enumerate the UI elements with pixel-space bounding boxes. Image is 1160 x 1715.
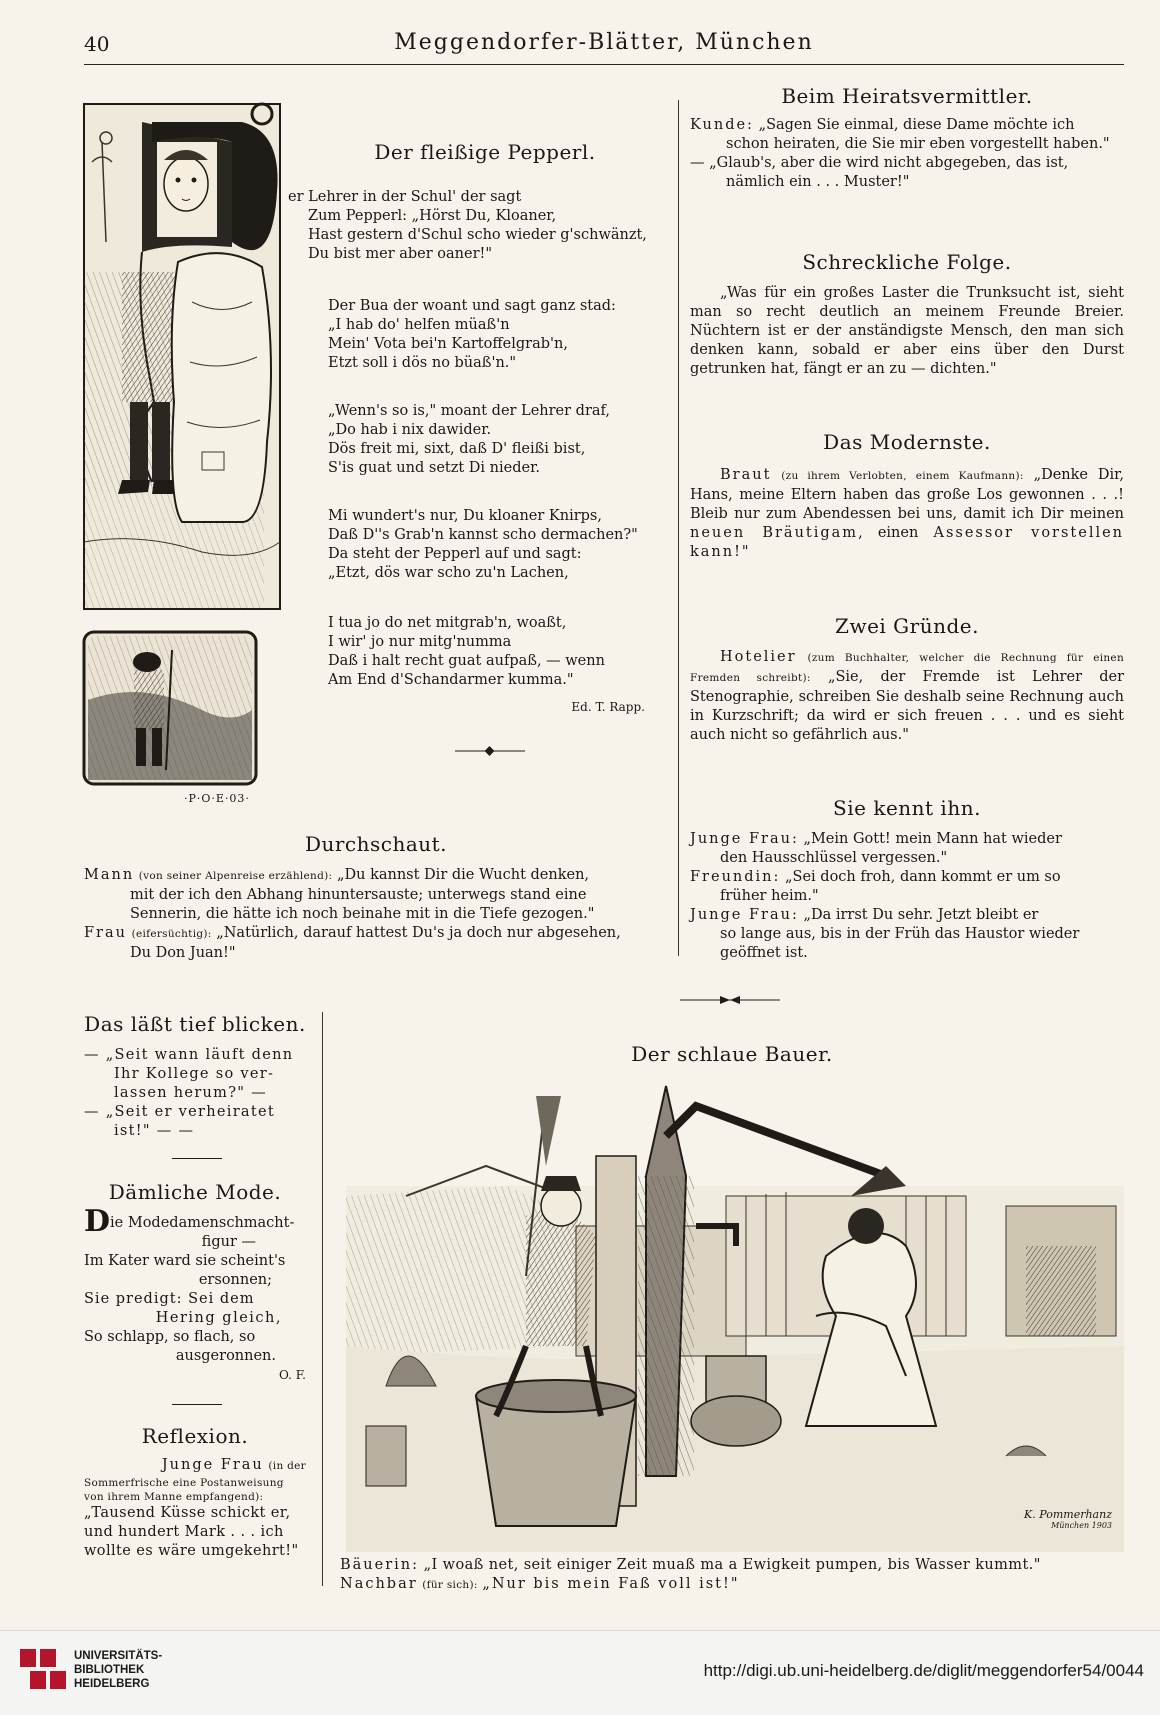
- stage-note: von ihrem Manne empfangend):: [84, 1491, 264, 1503]
- library-footer: [0, 1630, 1160, 1715]
- mode-title: Dämliche Mode.: [108, 1180, 282, 1204]
- heirat-title: Beim Heiratsvermittler.: [781, 84, 1033, 108]
- dialogue: geöffnet ist.: [720, 945, 808, 961]
- short-rule: [172, 1404, 222, 1405]
- modern-title: Das Modernste.: [823, 430, 991, 454]
- reflexion-title: Reflexion.: [141, 1424, 249, 1448]
- dialogue: mit der ich den Abhang hinuntersauste; unterwegs stand eine: [130, 887, 587, 903]
- peppel-line: Dös freit mi, sixt, daß D' fleißi bist,: [328, 441, 586, 457]
- blicken-title: Das läßt tief blicken.: [84, 1012, 306, 1036]
- stage-note: Sommerfrische eine Postanweisung: [84, 1477, 284, 1489]
- speaker: Bäuerin:: [340, 1557, 420, 1573]
- heirat-text: [690, 116, 1124, 192]
- speaker: Mann: [84, 867, 135, 883]
- poem-line: Im Kater ward sie scheint's: [84, 1253, 286, 1269]
- artist-signature: [1024, 1508, 1112, 1530]
- peppel-line: Daß i halt recht guat aufpaß, — wenn: [328, 653, 605, 669]
- poem-line: So schlapp, so flach, so: [84, 1329, 256, 1345]
- running-title: Meggendorfer-Blätter, München: [394, 30, 814, 55]
- peppel-line: „Wenn's so is," moant der Lehrer draf,: [328, 403, 610, 419]
- folge-title: Schreckliche Folge.: [802, 250, 1012, 274]
- peppel-stanza-5: [328, 614, 658, 690]
- dialogue: schon heiraten, die Sie mir eben vorgestellt haben.": [726, 136, 1110, 152]
- logo-line: HEIDELBERG: [74, 1678, 150, 1690]
- peppel-stanza-2: [328, 297, 658, 373]
- dialogue: wollte es wäre umgekehrt!": [84, 1543, 299, 1559]
- library-logo-icon: [16, 1647, 76, 1701]
- dialogue: „Tausend Küsse schickt er,: [84, 1505, 291, 1521]
- dialogue: „Denke Dir, Hans, meine Eltern haben das große Los gewonnen . . .! Bleib nur zum Abendessen bei uns, damit ich Dir meinen: [690, 467, 1125, 522]
- ornament-divider: [430, 746, 550, 760]
- header-rule: [84, 64, 1124, 65]
- dialogue: „Sei doch froh, dann kommt er um so: [785, 869, 1061, 885]
- library-logo[interactable]: [16, 1647, 186, 1701]
- gendarme-illustration: [82, 630, 258, 792]
- blicken-text: [84, 1046, 306, 1141]
- peppel-line: Du bist mer aber oaner!": [308, 246, 493, 262]
- dialogue: Ihr Kollege so ver-: [114, 1066, 275, 1082]
- peppel-line: Daß D''s Grab'n kannst scho dermachen?": [328, 527, 638, 543]
- permalink-url[interactable]: http://digi.ub.uni-heidelberg.de/diglit/meggendorfer54/0044: [703, 1661, 1144, 1680]
- speaker: Hotelier: [720, 649, 797, 665]
- peppel-line: „Etzt, dös war scho zu'n Lachen,: [328, 565, 569, 581]
- speaker: Junge Frau: [161, 1457, 264, 1473]
- dialogue: ist!" — —: [114, 1123, 195, 1139]
- dialogue: „Sagen Sie einmal, diese Dame möchte ich: [758, 117, 1075, 133]
- speaker: Nachbar: [340, 1576, 418, 1592]
- speaker: Kunde:: [690, 117, 754, 133]
- poem-line: Sie predigt: Sei dem: [84, 1291, 255, 1307]
- ornament-divider: [660, 995, 800, 1009]
- dialogue: und hundert Mark . . . ich: [84, 1524, 284, 1540]
- poem-line: Hering gleich,: [155, 1310, 282, 1326]
- dialogue: früher heim.": [720, 888, 819, 904]
- artist-place: München 1903: [1051, 1521, 1112, 1530]
- gruende-title: Zwei Gründe.: [835, 614, 979, 638]
- peppel-opening: [288, 188, 648, 264]
- peppel-stanza-3: [328, 402, 658, 478]
- peppel-line: Mi wundert's nur, Du kloaner Knirps,: [328, 508, 602, 524]
- peppel-line: Etzt soll i dös no büaß'n.": [328, 355, 517, 371]
- dialogue: , einen: [858, 525, 919, 541]
- dialogue: „Sie, der Fremde ist Lehrer der Stenographie, schreiben Sie deshalb seine Rechnung auch in Kurzschrift; da wird er sich freuen . . . und es sieht auch nicht so gefährlich aus.": [690, 669, 1125, 743]
- dialogue: den Hausschlüssel vergessen.": [720, 850, 948, 866]
- page-header: [84, 28, 1124, 62]
- modern-text: [690, 466, 1124, 562]
- illustrator-mark: ·P·O·E·03·: [184, 792, 250, 805]
- drop-initial: D: [84, 1204, 111, 1239]
- stage-note: (für sich):: [422, 1579, 478, 1591]
- dialogue: — „Seit er verheiratet: [84, 1104, 276, 1120]
- dialogue: — „Glaub's, aber die wird nicht abgegeben, das ist,: [690, 155, 1069, 171]
- peppel-line: I wir' jo nur mitg'numma: [328, 634, 512, 650]
- bauer-caption: [340, 1556, 1124, 1595]
- peppel-line: S'is guat und setzt Di nieder.: [328, 460, 541, 476]
- poem-line: ersonnen;: [198, 1272, 272, 1288]
- stage-note: (von seiner Alpenreise erzählend):: [138, 870, 333, 882]
- peppel-line: Der Bua der woant und sagt ganz stad:: [328, 298, 616, 314]
- dialogue: „Du kannst Dir die Wucht denken,: [336, 867, 590, 883]
- speaker: Junge Frau:: [690, 831, 799, 847]
- dialogue: so lange aus, bis in der Früh das Haustor wieder: [720, 926, 1080, 942]
- dialogue: „I woaß net, seit einiger Zeit muaß ma a Ewigkeit pumpen, bis Wasser kummt.": [423, 1557, 1041, 1573]
- kennt-title: Sie kennt ihn.: [833, 796, 981, 820]
- dialogue: „Da irrst Du sehr. Jetzt bleibt er: [803, 907, 1039, 923]
- kennt-text: [690, 830, 1124, 963]
- peppel-stanza-4: [328, 507, 658, 583]
- peppel-line: Zum Pepperl: „Hörst Du, Kloaner,: [308, 208, 557, 224]
- stage-note: (in der: [268, 1460, 306, 1472]
- speaker: Braut: [720, 467, 772, 483]
- poem-line: ie Modedamenschmacht-: [110, 1215, 295, 1231]
- peppel-line: „Do hab i nix dawider.: [328, 422, 492, 438]
- poem-line: ausgeronnen.: [175, 1348, 276, 1364]
- dialogue: „Natürlich, darauf hattest Du's ja doch nur abgesehen,: [216, 925, 621, 941]
- artist-name: K. Pommerhanz: [1024, 1508, 1112, 1521]
- dialogue: nämlich ein . . . Muster!": [726, 174, 910, 190]
- page-number: 40: [84, 32, 110, 56]
- peppel-line: er Lehrer in der Schul' der sagt: [288, 189, 522, 205]
- dialogue-emphasis: neuen Bräutigam: [690, 525, 859, 541]
- dialogue: — „Seit wann läuft denn: [84, 1047, 294, 1063]
- peppel-signature: Ed. T. Rapp.: [571, 700, 645, 714]
- dialogue-emphasis: Assessor vorstellen kann!": [690, 525, 1125, 560]
- dialogue: Sennerin, die hätte ich noch beinahe mit in die Tiefe gezogen.": [130, 906, 595, 922]
- folge-text: „Was für ein großes Laster die Trunksucht ist, sieht man so recht deutlich an meinem Freunde Breier. Nüchtern ist er der anständigste Mensch, den man sich denken kann, sobald er aber eins über den Durst getrunken hat, fängt er an zu — dichten.": [690, 285, 1124, 377]
- logo-line: BIBLIOTHEK: [74, 1664, 145, 1676]
- column-rule: [678, 100, 679, 956]
- poem-line: figur —: [201, 1234, 256, 1250]
- pepperl-illustration: [82, 102, 282, 612]
- mode-poem: [84, 1204, 306, 1385]
- bauer-title: Der schlaue Bauer.: [631, 1042, 833, 1066]
- dialogue: „Mein Gott! mein Mann hat wieder: [803, 831, 1062, 847]
- gruende-text: [690, 648, 1124, 745]
- speaker: Junge Frau:: [690, 907, 799, 923]
- peppel-title: Der fleißige Pepperl.: [374, 140, 596, 164]
- mode-signature: O. F.: [278, 1368, 306, 1382]
- logo-line: UNIVERSITÄTS-: [74, 1650, 163, 1662]
- dialogue: „Nur bis mein Faß voll ist!": [482, 1576, 740, 1592]
- peppel-line: „I hab do' helfen müaß'n: [328, 317, 510, 333]
- durchschaut-title: Durchschaut.: [304, 832, 448, 856]
- stage-note: (eifersüchtig):: [131, 928, 212, 940]
- dialogue: lassen herum?" —: [114, 1085, 267, 1101]
- peppel-line: Da steht der Pepperl auf und sagt:: [328, 546, 582, 562]
- durchschaut-text: [84, 866, 668, 963]
- reflexion-text: [84, 1456, 306, 1561]
- speaker: Frau: [84, 925, 127, 941]
- dialogue: Du Don Juan!": [130, 945, 236, 961]
- speaker: Freundin:: [690, 869, 781, 885]
- peppel-line: Am End d'Schandarmer kumma.": [328, 672, 574, 688]
- stage-note: (zum Buchhalter, welcher die Rechnung für einen Fremden schreibt):: [690, 652, 1125, 684]
- peppel-line: I tua jo do net mitgrab'n, woaßt,: [328, 615, 567, 631]
- peppel-line: Hast gestern d'Schul scho wieder g'schwänzt,: [308, 227, 647, 243]
- short-rule: [172, 1158, 222, 1159]
- bauer-illustration: [346, 1076, 1124, 1552]
- peppel-line: Mein' Vota bei'n Kartoffelgrab'n,: [328, 336, 568, 352]
- stage-note: (zu ihrem Verlobten, einem Kaufmann):: [781, 470, 1024, 482]
- column-rule: [322, 1012, 323, 1586]
